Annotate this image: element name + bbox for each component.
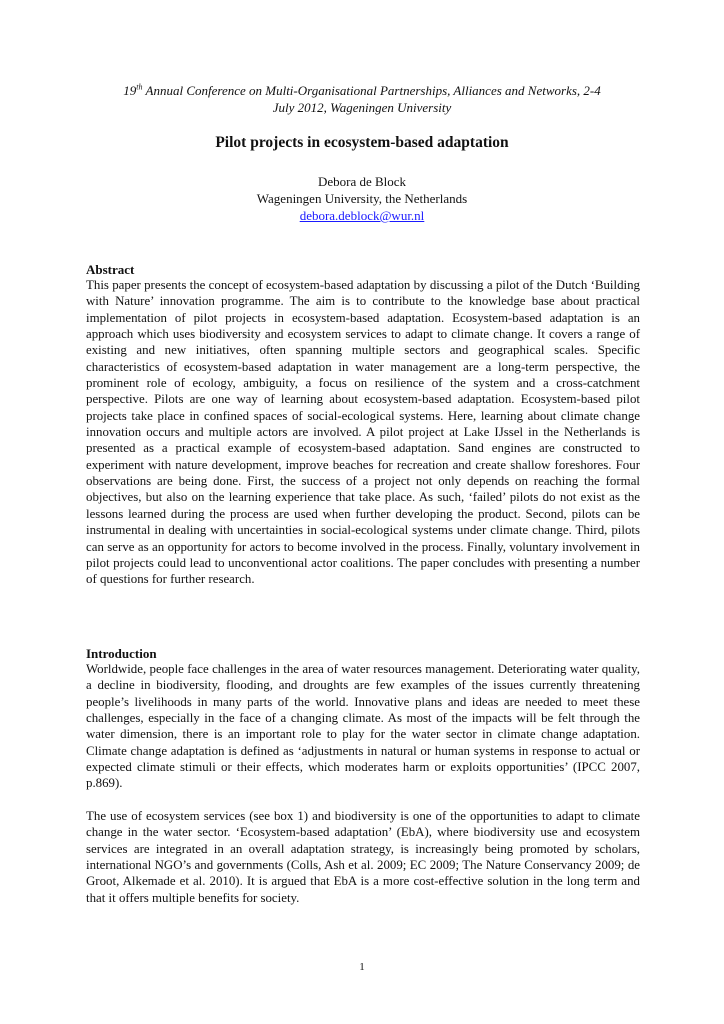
author-block: [60, 173, 664, 224]
conference-header: [60, 82, 664, 116]
conference-line2: July 2012, Wageningen University: [272, 100, 452, 115]
author-affiliation: Wageningen University, the Netherlands: [256, 191, 468, 206]
abstract-heading: Abstract: [86, 262, 135, 277]
paper-title: Pilot projects in ecosystem-based adaptation: [215, 134, 509, 151]
conference-ordinal: 19: [123, 83, 137, 98]
conference-ordinal-suffix: th: [136, 82, 143, 92]
author-name: Debora de Block: [317, 174, 407, 189]
abstract-text: This paper presents the concept of ecosystem-based adaptation by discussing a pilot of the Dutch ‘Building with Nature’ innovation programme. The aim is to contribute to the knowledge base about practical implementation of pilot projects in ecosystem-based adaptation. Ecosystem-based adaptation is an approach which uses biodiversity and ecosystem services to adapt to climate change. It covers a range of existing and new initiatives, often spanning multiple sectors and geographical scales. Specific characteristics of ecosystem-based adaptation in water management are a long-term perspective, the prominent role of ecology, ambiguity, a focus on resilience of the system and a cross-catchment perspective. Pilots are one way of learning about ecosystem-based adaptation. Ecosystem-based pilot projects take place in confined spaces of social-ecological systems. Here, learning about climate change innovation occurs and multiple actors are involved. A pilot project at Lake IJssel in the Netherlands is presented as a practical example of ecosystem-based adaptation. Sand engines are constructed to experiment with nature development, improve beaches for recreation and create shallow foreshores. Four observations are being done. First, the success of a project not only depends on reaching the formal objectives, but also on the learning experience that take place. As such, ‘failed’ pilots do not exist as the lessons learned during the process are used when further developing the product. Second, pilots can be instrumental in dealing with uncertainties in social-ecological systems under climate change. Third, pilots can serve as an opportunity for actors to become involved in the process. Finally, voluntary involvement in pilot projects could lead to unconventional actor coalitions. The paper concludes with presenting a number of questions for further research.: [86, 278, 640, 587]
conference-line1: Annual Conference on Multi-Organisational Partnerships, Alliances and Networks, 2-4: [142, 83, 601, 98]
introduction-paragraph-2: The use of ecosystem services (see box 1) and biodiversity is one of the opportunities to adapt to climate change in the water sector. ‘Ecosystem-based adaptation’ (EbA), where biodiversity use and ecosystem services are integrated in an overall adaptation strategy, is increasingly being promoted by scholars, international NGO’s and governments (Colls, Ash et al. 2009; EC 2009; The Nature Conservancy 2009; de Groot, Alkemade et al. 2010). It is argued that EbA is a more cost-effective solution in the long term and that it offers multiple benefits for society.: [86, 809, 640, 905]
introduction-paragraph-1: Worldwide, people face challenges in the area of water resources management. Deteriorating water quality, a decline in biodiversity, flooding, and droughts are few examples of the issues currently threatening people’s livelihoods in many parts of the world. Innovative plans and ideas are needed to meet these challenges, especially in the face of a changing climate. As most of the impacts will be felt through the water dimension, there is an important role to play for the water sector in climate change adaptation. Climate change adaptation is defined as ‘adjustments in natural or human systems in response to actual or expected climate stimuli or their effects, which moderates harm or exploits opportunities’ (IPCC 2007, p.869).: [86, 662, 640, 791]
page-number: 1: [359, 961, 365, 973]
author-email-link[interactable]: debora.deblock@wur.nl: [299, 208, 425, 223]
introduction-heading: Introduction: [86, 646, 157, 661]
